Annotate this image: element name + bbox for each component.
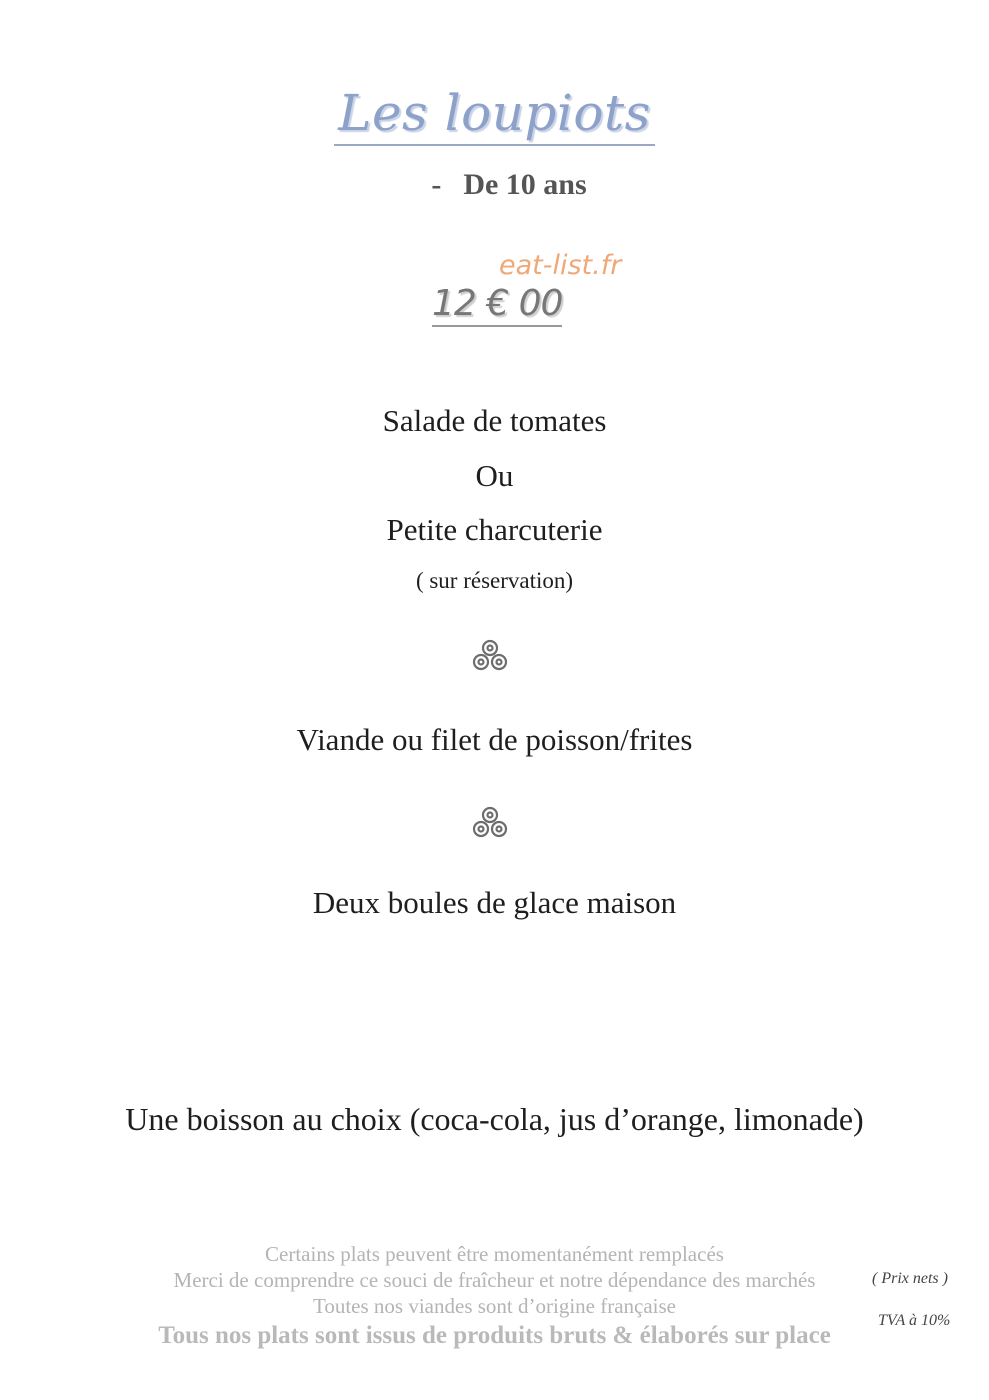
triskele-icon: [471, 638, 509, 672]
subtitle-text: De 10 ans: [463, 168, 587, 201]
footer-line-3: Toutes nos viandes sont d’origine française: [312, 1294, 677, 1318]
reservation-note: ( sur réservation): [415, 568, 574, 593]
footer-line-1: Certains plats peuvent être momentanément remplacés: [265, 1242, 724, 1266]
age-subtitle: [0, 168, 989, 202]
main-course: Viande ou filet de poisson/frites: [296, 722, 693, 757]
prix-nets-note: ( Prix nets ): [872, 1270, 948, 1287]
menu-title-text: Les loupiots: [334, 84, 655, 146]
footer-line-4: Tous nos plats sont issus de produits bruts & élaborés sur place: [158, 1322, 831, 1349]
or-separator: Ou: [475, 458, 514, 493]
menu-price: 12 € 00: [432, 283, 562, 327]
watermark: eat-list.fr: [499, 250, 622, 281]
starter-option-2: Petite charcuterie: [386, 512, 603, 547]
starter-option-1: Salade de tomates: [382, 403, 607, 438]
footer-line-2: Merci de comprendre ce souci de fraîcheur et notre dépendance des marchés: [173, 1268, 816, 1292]
triskele-icon: [471, 805, 509, 839]
subtitle-dash: -: [431, 168, 442, 201]
dessert: Deux boules de glace maison: [312, 885, 677, 920]
tva-note: TVA à 10%: [878, 1312, 951, 1329]
menu-title: [0, 84, 989, 146]
drink-choice: Une boisson au choix (coca-cola, jus d’orange, limonade): [125, 1101, 864, 1137]
